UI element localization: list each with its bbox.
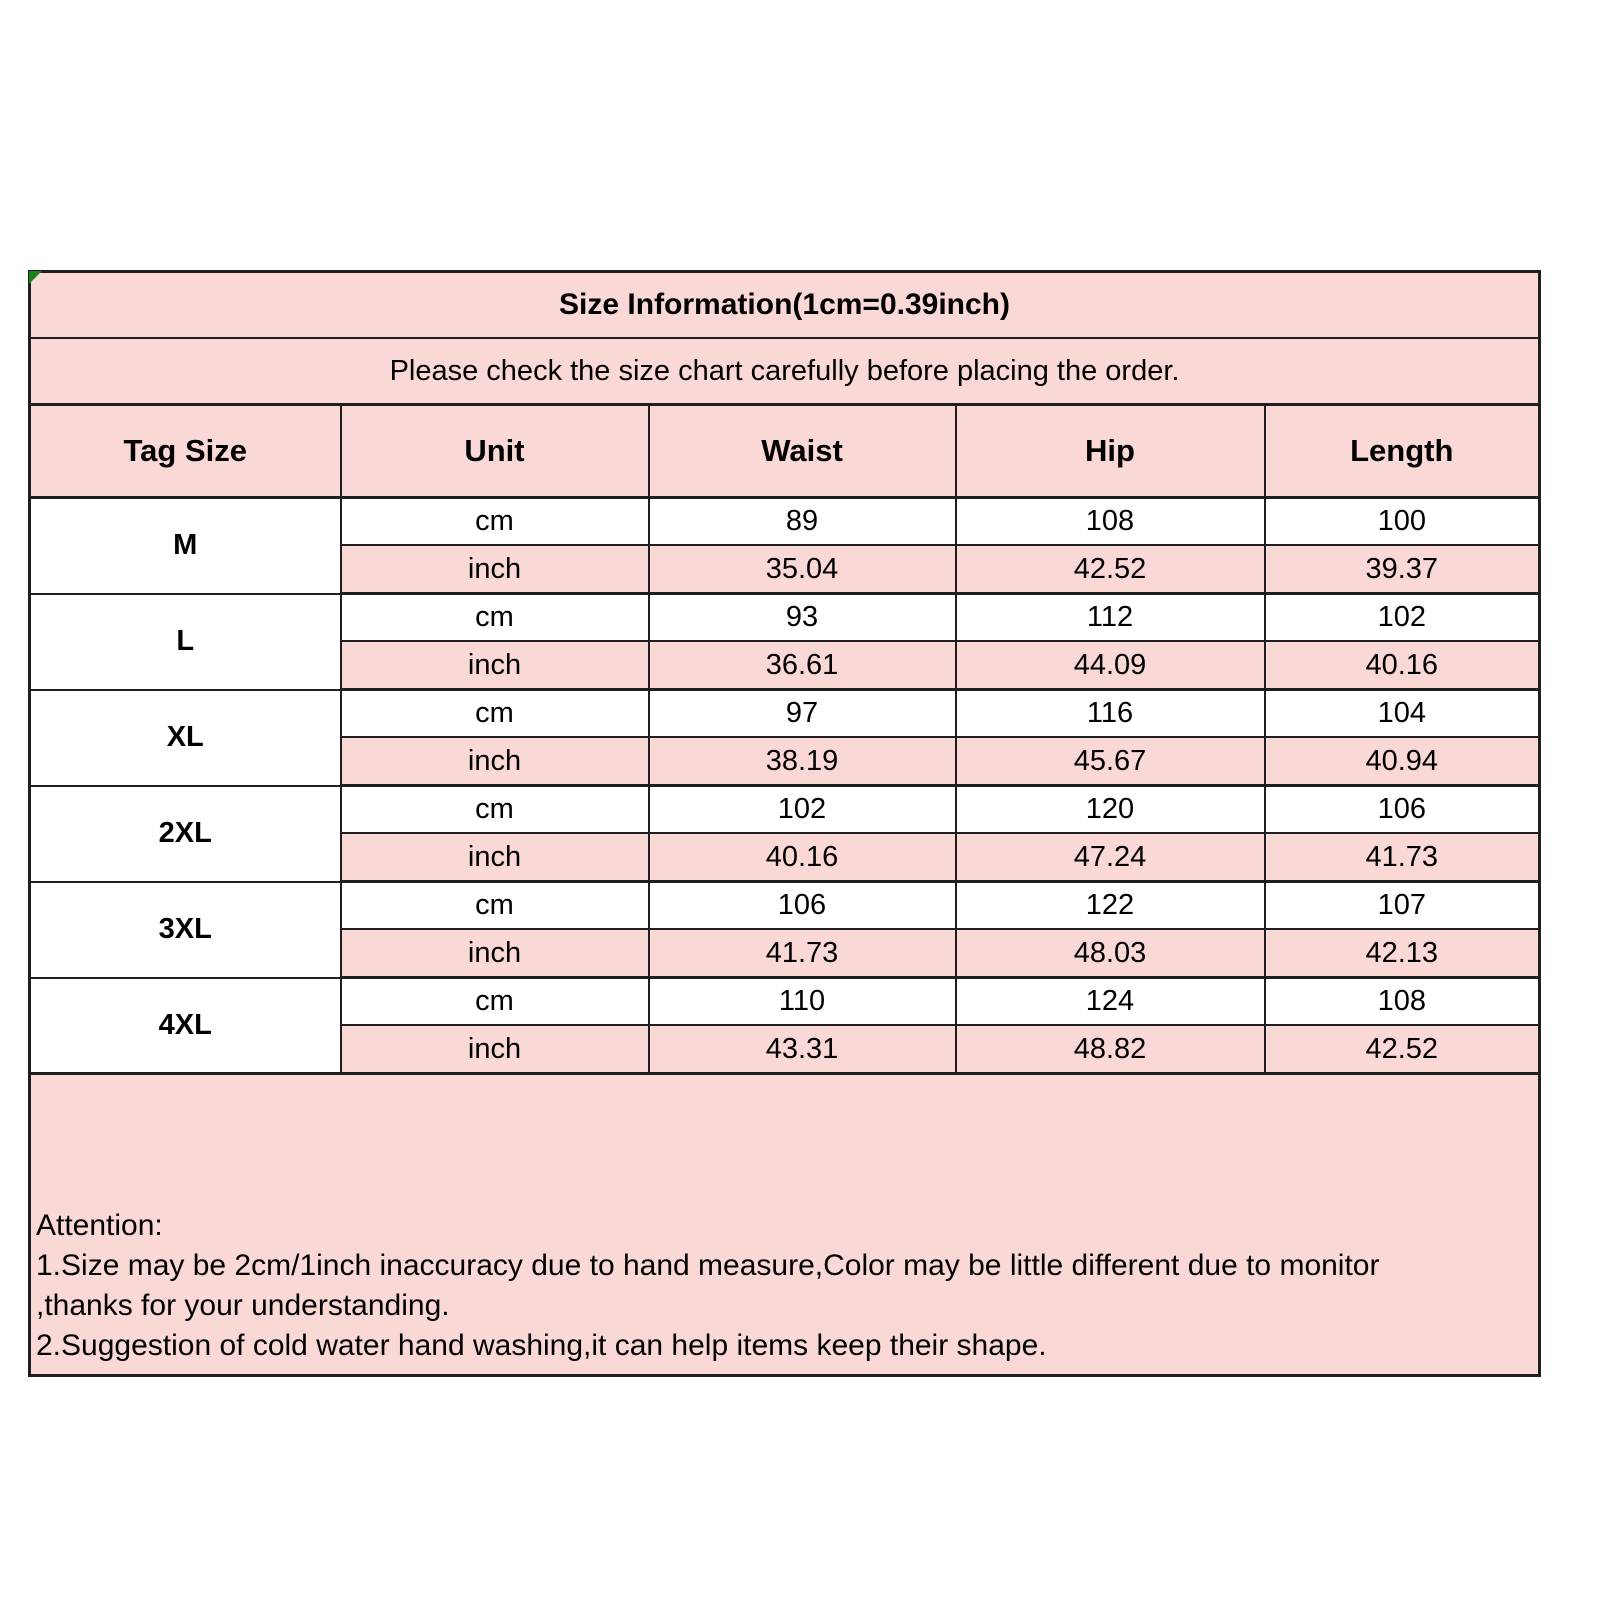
value-cell: 40.16 [649, 833, 956, 882]
value-cell: 42.52 [956, 545, 1265, 594]
tag-cell: 2XL [30, 786, 341, 882]
unit-cell: inch [341, 737, 649, 786]
value-cell: 39.37 [1265, 545, 1540, 594]
column-header-hip: Hip [956, 405, 1265, 498]
value-cell: 108 [1265, 978, 1540, 1026]
unit-cell: cm [341, 978, 649, 1026]
unit-cell: inch [341, 545, 649, 594]
attention-line-1: 1.Size may be 2cm/1inch inaccuracy due to hand measure,Color may be little different due to monitor [36, 1249, 1380, 1282]
attention-line-3: 2.Suggestion of cold water hand washing,it can help items keep their shape. [36, 1329, 1047, 1362]
value-cell: 97 [649, 690, 956, 738]
value-cell: 40.94 [1265, 737, 1540, 786]
value-cell: 48.82 [956, 1025, 1265, 1074]
unit-cell: inch [341, 641, 649, 690]
value-cell: 48.03 [956, 929, 1265, 978]
tag-cell: XL [30, 690, 341, 786]
value-cell: 110 [649, 978, 956, 1026]
tag-cell: 3XL [30, 882, 341, 978]
subtitle-row [30, 338, 1540, 405]
table-title: Size Information(1cm=0.39inch) [30, 272, 1540, 339]
value-cell: 44.09 [956, 641, 1265, 690]
unit-cell: inch [341, 1025, 649, 1074]
value-cell: 120 [956, 786, 1265, 834]
value-cell: 106 [1265, 786, 1540, 834]
value-cell: 124 [956, 978, 1265, 1026]
value-cell: 122 [956, 882, 1265, 930]
unit-cell: inch [341, 833, 649, 882]
unit-cell: cm [341, 594, 649, 642]
value-cell: 108 [956, 498, 1265, 546]
value-cell: 102 [649, 786, 956, 834]
tag-cell: 4XL [30, 978, 341, 1074]
value-cell: 36.61 [649, 641, 956, 690]
value-cell: 107 [1265, 882, 1540, 930]
value-cell: 116 [956, 690, 1265, 738]
value-cell: 112 [956, 594, 1265, 642]
value-cell: 41.73 [649, 929, 956, 978]
value-cell: 38.19 [649, 737, 956, 786]
value-cell: 42.52 [1265, 1025, 1540, 1074]
column-header-unit: Unit [341, 405, 649, 498]
value-cell: 42.13 [1265, 929, 1540, 978]
table-row-2xl-cm [30, 786, 1540, 834]
column-header-waist: Waist [649, 405, 956, 498]
attention-cell [30, 1074, 1540, 1376]
table-row-4xl-cm [30, 978, 1540, 1026]
value-cell: 100 [1265, 498, 1540, 546]
value-cell: 45.67 [956, 737, 1265, 786]
attention-row [30, 1074, 1540, 1376]
size-chart-sheet [28, 270, 1538, 1377]
column-header-tag-size: Tag Size [30, 405, 341, 498]
value-cell: 106 [649, 882, 956, 930]
green-corner-marker-icon [29, 271, 42, 284]
value-cell: 43.31 [649, 1025, 956, 1074]
table-row-l-cm [30, 594, 1540, 642]
tag-cell: M [30, 498, 341, 594]
size-table [28, 270, 1541, 1377]
value-cell: 102 [1265, 594, 1540, 642]
unit-cell: cm [341, 690, 649, 738]
title-row [30, 272, 1540, 339]
unit-cell: cm [341, 882, 649, 930]
value-cell: 89 [649, 498, 956, 546]
value-cell: 93 [649, 594, 956, 642]
attention-line-2: ,thanks for your understanding. [36, 1289, 450, 1322]
value-cell: 104 [1265, 690, 1540, 738]
attention-heading: Attention: [36, 1209, 163, 1242]
value-cell: 35.04 [649, 545, 956, 594]
unit-cell: cm [341, 498, 649, 546]
unit-cell: inch [341, 929, 649, 978]
column-header-length: Length [1265, 405, 1540, 498]
value-cell: 41.73 [1265, 833, 1540, 882]
unit-cell: cm [341, 786, 649, 834]
table-row-xl-cm [30, 690, 1540, 738]
table-subtitle: Please check the size chart carefully before placing the order. [30, 338, 1540, 405]
column-header-row [30, 405, 1540, 498]
table-row-3xl-cm [30, 882, 1540, 930]
value-cell: 40.16 [1265, 641, 1540, 690]
tag-cell: L [30, 594, 341, 690]
value-cell: 47.24 [956, 833, 1265, 882]
table-row-m-cm [30, 498, 1540, 546]
